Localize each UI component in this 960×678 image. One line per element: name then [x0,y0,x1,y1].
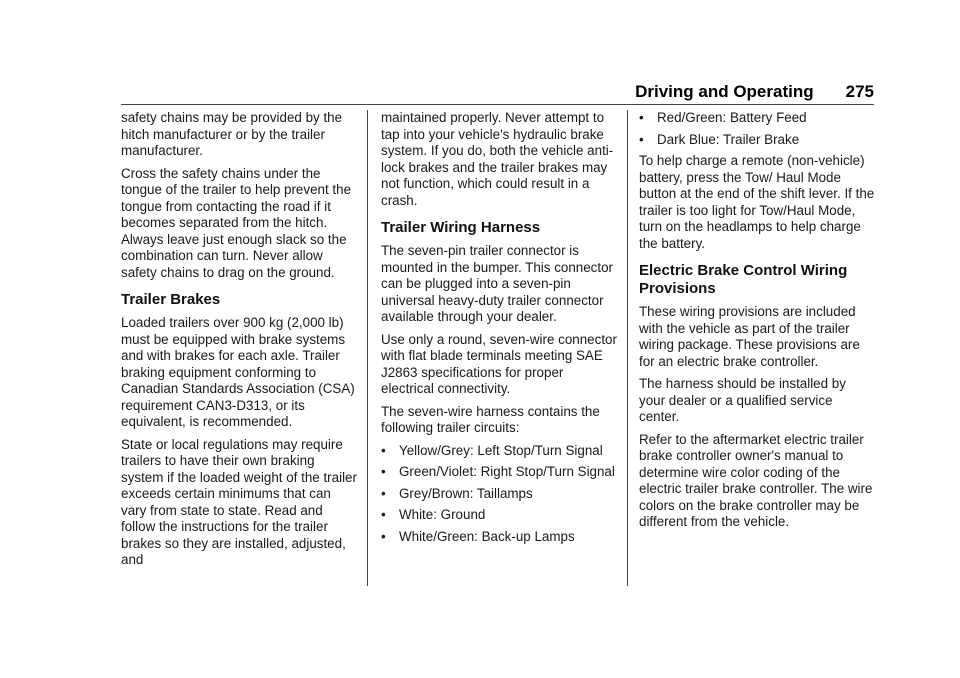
list-item [639,132,875,149]
section-title: Driving and Operating [635,82,814,101]
heading-trailer-wiring-harness: Trailer Wiring Harness [381,219,541,236]
paragraph: State or local regulations may require trailers to have their own braking system if the loaded weight of the trailer exceeds certain minimums that can vary from state to state. Read and follow the instructions for the trailer brakes so they are installed, adjusted, and [121,436,357,567]
list-item [639,110,875,127]
paragraph: Cross the safety chains under the tongue of the trailer to help prevent the tongue from contacting the road if it becomes separated from the hitch. Always leave just enough slack so the combination can turn. Never allow safety chains to drag on the ground. [121,165,352,280]
paragraph: maintained properly. Never attempt to tap into your vehicle's hydraulic brake system. If you do, both the vehicle anti-lock brakes and the trailer brakes may not function, which could result in a crash. [381,110,614,208]
page-number: 275 [845,82,874,101]
column-2 [381,110,617,550]
paragraph: Use only a round, seven-wire connector with flat blade terminals meeting SAE J2863 specifications for proper electrical connectivity. [381,331,617,396]
list-item [381,529,617,546]
paragraph: safety chains may be provided by the hitch manufacturer or by the trailer manufacturer. [121,110,343,158]
bullet-icon: • [639,110,644,125]
list-item [381,443,617,460]
column-divider-2 [627,110,628,586]
bullet-icon: • [381,507,386,522]
bullet-icon: • [381,442,386,458]
paragraph: Loaded trailers over 900 kg (2,000 lb) must be equipped with brake systems and with brakes for each axle. Trailer braking equipment conforming to Canadian Standards Association (CSA) requirement CAN3-D313, or its equivalent, is recommended. [121,315,355,429]
header-rule [121,104,874,105]
paragraph: The seven-pin trailer connector is mounted in the bumper. This connector can be plugged into a seven-pin universal heavy-duty trailer connector available through your dealer. [381,243,613,324]
heading-trailer-brakes: Trailer Brakes [121,291,221,308]
page-header [121,80,874,102]
circuit-list-continued [639,110,875,148]
list-item-text: White: Ground [399,507,486,522]
list-item-text: Green/Violet: Right Stop/Turn Signal [399,464,615,479]
paragraph: Refer to the aftermarket electric trailer brake controller owner's manual to determine wire color coding of the electric trailer brake controller. The wire colors on the brake controller may be different from the vehicle. [639,431,873,529]
bullet-icon: • [381,485,386,501]
bullet-icon: • [381,464,386,479]
bullet-icon: • [381,528,386,544]
paragraph: These wiring provisions are included with the vehicle as part of the trailer wiring package. These provisions are for an electric brake controller. [639,304,860,369]
list-item-text: Red/Green: Battery Feed [657,110,807,125]
bullet-icon: • [639,131,644,147]
list-item [381,486,617,503]
column-3 [639,110,875,537]
list-item-text: Grey/Brown: Taillamps [399,485,533,501]
column-divider-1 [367,110,368,586]
circuit-list [381,443,617,546]
list-item-text: Yellow/Grey: Left Stop/Turn Signal [399,442,603,458]
list-item [381,507,617,524]
paragraph: The harness should be installed by your dealer or a qualified service center. [639,376,846,424]
column-1 [121,110,357,575]
list-item [381,464,617,481]
paragraph: To help charge a remote (non-vehicle) battery, press the Tow/ Haul Mode button at the end of the shift lever. If the trailer is too light for Tow/Haul Mode, turn on the headlamps to help charge the battery. [639,153,875,251]
list-item-text: Dark Blue: Trailer Brake [657,131,800,147]
heading-electric-brake-control: Electric Brake Control Wiring Provisions [639,262,848,297]
list-item-text: White/Green: Back-up Lamps [399,528,575,544]
paragraph: The seven-wire harness contains the following trailer circuits: [381,403,600,435]
